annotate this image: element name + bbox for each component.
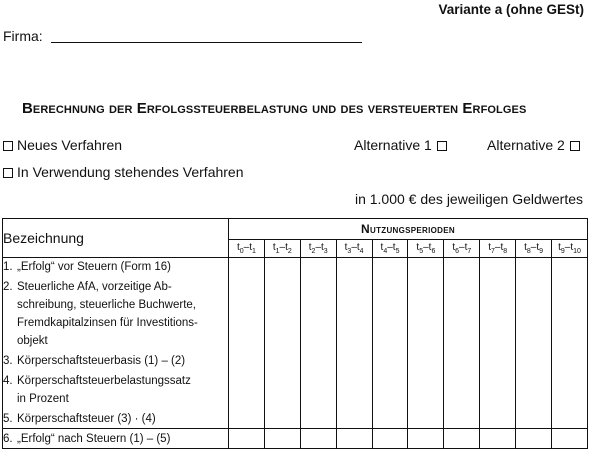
- period-header: [408, 239, 444, 257]
- period-sub: 3: [347, 247, 352, 255]
- firma-label: Firma:: [3, 28, 43, 44]
- data-cell[interactable]: [264, 258, 300, 429]
- period-sub: 10: [573, 247, 581, 255]
- option-alternative-1[interactable]: [354, 137, 447, 153]
- period-var: t: [500, 241, 504, 253]
- data-cell[interactable]: [480, 429, 516, 449]
- last-item-cell: [3, 429, 229, 449]
- list-item: [3, 352, 228, 370]
- period-header: [480, 239, 516, 257]
- dash: –: [423, 241, 429, 253]
- list-item: [3, 410, 228, 428]
- period-sub: 4: [383, 247, 388, 255]
- checkbox-icon[interactable]: [570, 141, 580, 151]
- period-var: t: [344, 241, 348, 253]
- period-var: t: [488, 241, 491, 253]
- dash: –: [315, 241, 321, 253]
- period-sub: 3: [323, 247, 328, 255]
- data-cell[interactable]: [516, 258, 552, 429]
- period-var: t: [524, 241, 527, 253]
- period-var: t: [356, 241, 360, 253]
- item-text: Körperschaftsteuerbasis (1) – (2): [17, 355, 186, 367]
- item-number: 1.: [3, 261, 13, 273]
- item-text: „Erfolg“ nach Steuern (1) – (5): [17, 432, 171, 445]
- period-sub: 8: [503, 247, 508, 255]
- period-header: [444, 239, 480, 257]
- dash: –: [530, 241, 537, 253]
- item-number: 4.: [3, 375, 13, 387]
- period-var: t: [452, 241, 456, 253]
- period-var: t: [416, 241, 420, 253]
- period-header: [264, 239, 300, 257]
- period-header: [229, 239, 265, 257]
- item-text: Steuerliche AfA, vorzeitige Ab-: [17, 281, 172, 293]
- data-cell[interactable]: [229, 429, 265, 449]
- dash: –: [564, 241, 571, 253]
- period-sub: 1: [275, 247, 280, 255]
- item-text: „Erfolg“ vor Steuern (Form 16): [17, 261, 172, 273]
- checkbox-icon[interactable]: [437, 141, 447, 151]
- period-sub: 7: [490, 247, 495, 255]
- period-header: [372, 239, 408, 257]
- item-number: 3.: [3, 355, 13, 367]
- period-var: t: [380, 241, 384, 253]
- period-sub: 9: [560, 247, 565, 255]
- data-cell[interactable]: [336, 258, 372, 429]
- period-var: t: [464, 241, 468, 253]
- period-var: t: [272, 241, 276, 253]
- period-sub: 6: [455, 247, 459, 255]
- period-sub: 2: [311, 247, 316, 255]
- data-cell[interactable]: [372, 258, 408, 429]
- bezeichnung-header: Bezeichnung: [3, 219, 229, 258]
- period-header: [300, 239, 336, 257]
- table-last-row: [3, 429, 588, 449]
- unit-note: in 1.000 € des jeweiligen Geldwertes: [354, 191, 583, 207]
- data-cell[interactable]: [408, 429, 444, 449]
- dash: –: [279, 241, 286, 253]
- option-label: Alternative 2: [487, 137, 565, 153]
- data-cell[interactable]: [300, 258, 336, 429]
- period-var: t: [558, 241, 561, 253]
- period-sub: 7: [467, 247, 472, 255]
- option-label: Neues Verfahren: [17, 137, 123, 153]
- period-var: t: [285, 241, 288, 253]
- variant-label: Variante a (ohne GESt): [438, 2, 584, 17]
- list-item: [3, 258, 228, 276]
- data-cell[interactable]: [408, 258, 444, 429]
- period-var: t: [236, 241, 240, 253]
- option-in-verwendung[interactable]: [3, 164, 244, 180]
- data-cell[interactable]: [372, 429, 408, 449]
- item-text: schreibung, steuerliche Buchwerte,: [17, 299, 196, 311]
- data-cell[interactable]: [552, 258, 588, 429]
- period-sub: 0: [239, 247, 244, 255]
- period-header: [336, 239, 372, 257]
- data-cell[interactable]: [480, 258, 516, 429]
- data-cell[interactable]: [552, 429, 588, 449]
- period-sub: 6: [431, 247, 436, 255]
- period-var: t: [392, 241, 396, 253]
- period-var: t: [249, 241, 252, 253]
- item-text: Körperschaftsteuer (3) · (4): [17, 413, 156, 425]
- period-sub: 2: [287, 247, 292, 255]
- table-body-row: [3, 258, 588, 429]
- period-sub: 5: [395, 247, 400, 255]
- checkbox-icon[interactable]: [3, 141, 13, 151]
- item-number: 2.: [3, 281, 13, 293]
- option-neues-verfahren[interactable]: [3, 137, 122, 153]
- period-sub: 4: [359, 247, 364, 255]
- period-var: t: [321, 241, 324, 253]
- calculation-table: [2, 218, 588, 449]
- option-label: In Verwendung stehendes Verfahren: [17, 164, 244, 180]
- data-cell[interactable]: [516, 429, 552, 449]
- data-cell[interactable]: [444, 258, 480, 429]
- period-var: t: [570, 241, 574, 253]
- period-sub: 8: [526, 247, 531, 255]
- period-sub: 1: [252, 247, 256, 255]
- period-sub: 5: [419, 247, 424, 255]
- period-var: t: [308, 241, 312, 253]
- item-text: Fremdkapitalzinsen für Investitions-: [17, 317, 198, 329]
- data-cell[interactable]: [300, 429, 336, 449]
- period-var: t: [536, 241, 540, 253]
- option-alternative-2[interactable]: [487, 137, 580, 153]
- list-item: [3, 372, 228, 408]
- item-number: 5.: [3, 413, 13, 425]
- firma-input-line[interactable]: [51, 42, 362, 43]
- period-sub: 9: [539, 247, 544, 255]
- dash: –: [351, 241, 357, 253]
- data-cell[interactable]: [264, 429, 300, 449]
- item-text: objekt: [17, 335, 48, 347]
- dash: –: [459, 241, 465, 253]
- period-var: t: [428, 241, 432, 253]
- period-header: [552, 239, 588, 257]
- item-number: 6.: [3, 432, 13, 445]
- nutzungsperioden-header: Nutzungsperioden: [229, 219, 588, 240]
- list-item: [3, 278, 228, 350]
- item-text: Körperschaftsteuerbelastungssatz: [17, 375, 191, 387]
- period-header: [516, 239, 552, 257]
- item-text: in Prozent: [17, 393, 69, 405]
- checkbox-icon[interactable]: [3, 168, 13, 178]
- data-cell[interactable]: [444, 429, 480, 449]
- items-cell: [3, 258, 229, 429]
- form-title: Berechnung der Erfolgssteuerbelastung und des versteuerten Erfolges: [22, 100, 527, 117]
- data-cell[interactable]: [229, 258, 265, 429]
- dash: –: [243, 241, 250, 253]
- option-label: Alternative 1: [354, 137, 432, 153]
- list-item: [3, 430, 228, 448]
- dash: –: [494, 241, 501, 253]
- dash: –: [387, 241, 393, 253]
- data-cell[interactable]: [336, 429, 372, 449]
